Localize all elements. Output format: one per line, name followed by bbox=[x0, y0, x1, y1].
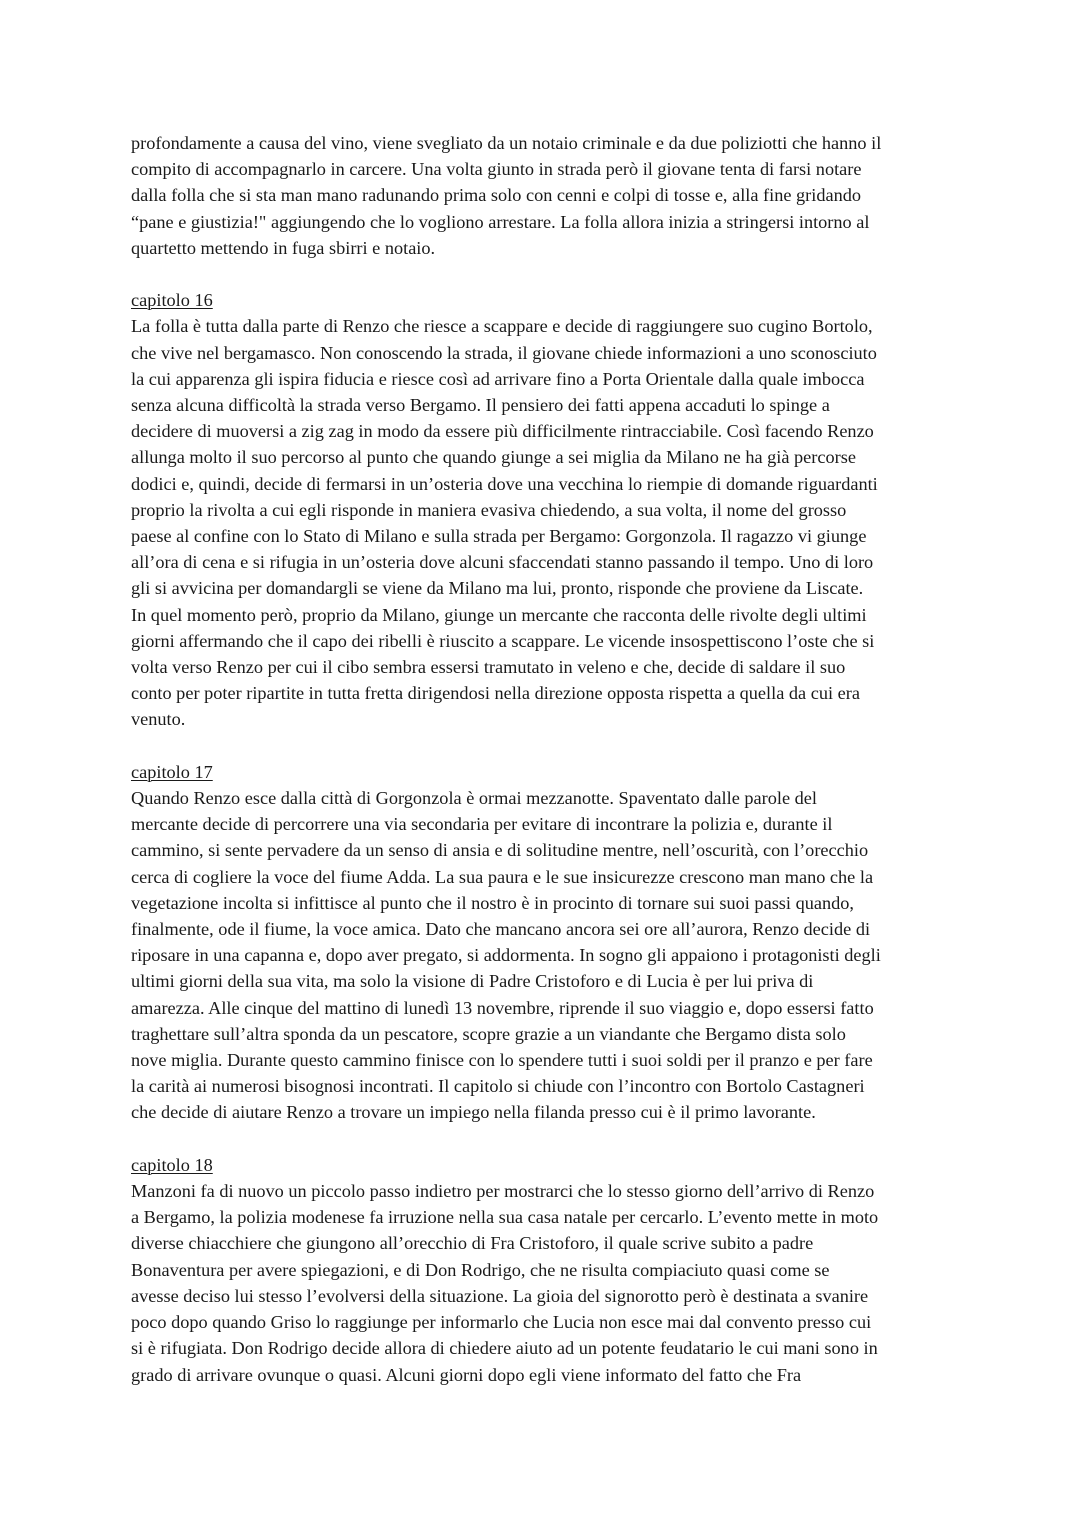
chapter-16-paragraph bbox=[131, 313, 953, 732]
text-line: conto per poter ripartite in tutta fretta dirigendosi nella direzione opposta rispetta a quella da cui era bbox=[131, 683, 860, 704]
text-line: compito di accompagnarlo in carcere. Una volta giunto in strada però il giovane tenta di farsi notare bbox=[131, 159, 862, 180]
chapter-17-section bbox=[131, 759, 953, 1126]
chapter-17-heading: capitolo 17 bbox=[131, 761, 213, 782]
text-line: avesse deciso lui stesso l’evolversi della situazione. La gioia del signorotto però è destinata a svanire bbox=[131, 1285, 869, 1306]
text-line: proprio la rivolta a cui egli risponde in maniera evasiva chiedendo, a sua volta, il nome del grosso bbox=[131, 499, 847, 520]
text-line: mercante decide di percorrere una via secondaria per evitare di incontrare la polizia e, durante il bbox=[131, 814, 833, 835]
text-line: Quando Renzo esce dalla città di Gorgonzola è ormai mezzanotte. Spaventato dalle parole del bbox=[131, 788, 817, 809]
text-line: diverse chiacchiere che giungono all’orecchio di Fra Cristoforo, il quale scrive subito a padre bbox=[131, 1233, 814, 1254]
text-line: dalla folla che si sta man mano radunando prima solo con cenni e colpi di tosse e, alla fine gridando bbox=[131, 185, 862, 206]
text-line: traghettare sull’altra sponda da un pescatore, scopre grazie a un viandante che Bergamo dista solo bbox=[131, 1023, 846, 1044]
text-line: all’ora di cena e si rifugia in un’osteria dove alcuni sfaccendati stanno passando il tempo. Uno di loro bbox=[131, 552, 874, 573]
text-line: cammino, si sente pervadere da un senso di ansia e di solitudine mentre, nell’oscurità, con l’orecchio bbox=[131, 840, 869, 861]
chapter-17-paragraph bbox=[131, 785, 953, 1126]
chapter-18-heading: capitolo 18 bbox=[131, 1154, 213, 1175]
text-line: nove miglia. Durante questo cammino finisce con lo spendere tutti i suoi soldi per il pranzo e per fare bbox=[131, 1050, 873, 1071]
text-line: giorni affermando che il capo dei ribelli è riuscito a scappare. Le vicende insospettiscono l’oste che si bbox=[131, 630, 875, 651]
chapter-16-section bbox=[131, 287, 953, 732]
text-line: vegetazione incolta si infittisce al punto che il nostro è in procinto di tornare sui suoi passi quando, bbox=[131, 892, 854, 913]
text-line: senza alcuna difficoltà la strada verso Bergamo. Il pensiero dei fatti appena accaduti lo spinge a bbox=[131, 395, 830, 416]
text-line: Bonaventura per avere spiegazioni, e di Don Rodrigo, che ne risulta compiaciuto quasi come se bbox=[131, 1259, 830, 1280]
intro-paragraph bbox=[131, 130, 953, 261]
text-line: che vive nel bergamasco. Non conoscendo la strada, il giovane chiede informazioni a uno sconosciuto bbox=[131, 342, 877, 363]
chapter-18-section bbox=[131, 1152, 953, 1388]
text-line: finalmente, ode il fiume, la voce amica. Dato che mancano ancora sei ore all’aurora, Renzo decide di bbox=[131, 919, 871, 940]
text-line: grado di arrivare ovunque o quasi. Alcuni giorni dopo egli viene informato del fatto che Fra bbox=[131, 1364, 802, 1385]
text-line: la carità ai numerosi bisognosi incontrati. Il capitolo si chiude con l’incontro con Bortolo Castagneri bbox=[131, 1076, 865, 1097]
text-line: riposare in una capanna e, dopo aver pregato, si addormenta. In sogno gli appaiono i protagonisti degli bbox=[131, 945, 881, 966]
text-line: dodici e, quindi, decide di fermarsi in un’osteria dove una vecchina lo riempie di domande riguardanti bbox=[131, 473, 878, 494]
text-line: cerca di cogliere la voce del fiume Adda. La sua paura e le sue insicurezze crescono man mano che la bbox=[131, 866, 874, 887]
text-line: che decide di aiutare Renzo a trovare un impiego nella filanda presso cui è il primo lavorante. bbox=[131, 1102, 816, 1123]
text-line: si è rifugiata. Don Rodrigo decide allora di chiedere aiuto ad un potente feudatario le cui mani sono in bbox=[131, 1338, 878, 1359]
text-line: ultimi giorni della sua vita, ma solo la visione di Padre Cristoforo e di Lucia è per lui priva di bbox=[131, 971, 814, 992]
chapter-16-heading: capitolo 16 bbox=[131, 290, 213, 311]
text-line: allunga molto il suo percorso al punto che quando giunge a sei miglia da Milano ne ha già percorse bbox=[131, 447, 856, 468]
text-line: poco dopo quando Griso lo raggiunge per informarlo che Lucia non esce mai dal convento presso cui bbox=[131, 1312, 872, 1333]
text-line: la cui apparenza gli ispira fiducia e riesce così ad arrivare fino a Porta Orientale dalla quale imbocca bbox=[131, 368, 865, 389]
text-line: quartetto mettendo in fuga sbirri e notaio. bbox=[131, 237, 436, 258]
text-line: decidere di muoversi a zig zag in modo da essere più difficilmente rintracciabile. Così facendo Renzo bbox=[131, 421, 874, 442]
text-line: “pane e giustizia!" aggiungendo che lo vogliono arrestare. La folla allora inizia a stringersi intorno al bbox=[131, 211, 870, 232]
document-page bbox=[131, 130, 953, 1388]
text-line: profondamente a causa del vino, viene svegliato da un notaio criminale e da due poliziotti che hanno il bbox=[131, 133, 882, 153]
text-line: venuto. bbox=[131, 709, 186, 730]
text-line: La folla è tutta dalla parte di Renzo che riesce a scappare e decide di raggiungere suo cugino Bortolo, bbox=[131, 316, 873, 337]
text-line: a Bergamo, la polizia modenese fa irruzione nella sua casa natale per cercarlo. L’evento mette in moto bbox=[131, 1207, 879, 1228]
chapter-18-paragraph bbox=[131, 1178, 953, 1388]
text-line: amarezza. Alle cinque del mattino di lunedì 13 novembre, riprende il suo viaggio e, dopo essersi fatto bbox=[131, 997, 874, 1018]
text-line: gli si avvicina per domandargli se viene da Milano ma lui, pronto, risponde che proviene da Liscate. bbox=[131, 578, 864, 599]
text-line: Manzoni fa di nuovo un piccolo passo indietro per mostrarci che lo stesso giorno dell’arrivo di Renzo bbox=[131, 1181, 875, 1202]
text-line: volta verso Renzo per cui il cibo sembra essersi tramutato in veleno e che, decide di saldare il suo bbox=[131, 657, 846, 678]
text-line: paese al confine con lo Stato di Milano e sulla strada per Bergamo: Gorgonzola. Il ragazzo vi giunge bbox=[131, 526, 867, 547]
text-line: In quel momento però, proprio da Milano, giunge un mercante che racconta delle rivolte degli ultimi bbox=[131, 604, 867, 625]
